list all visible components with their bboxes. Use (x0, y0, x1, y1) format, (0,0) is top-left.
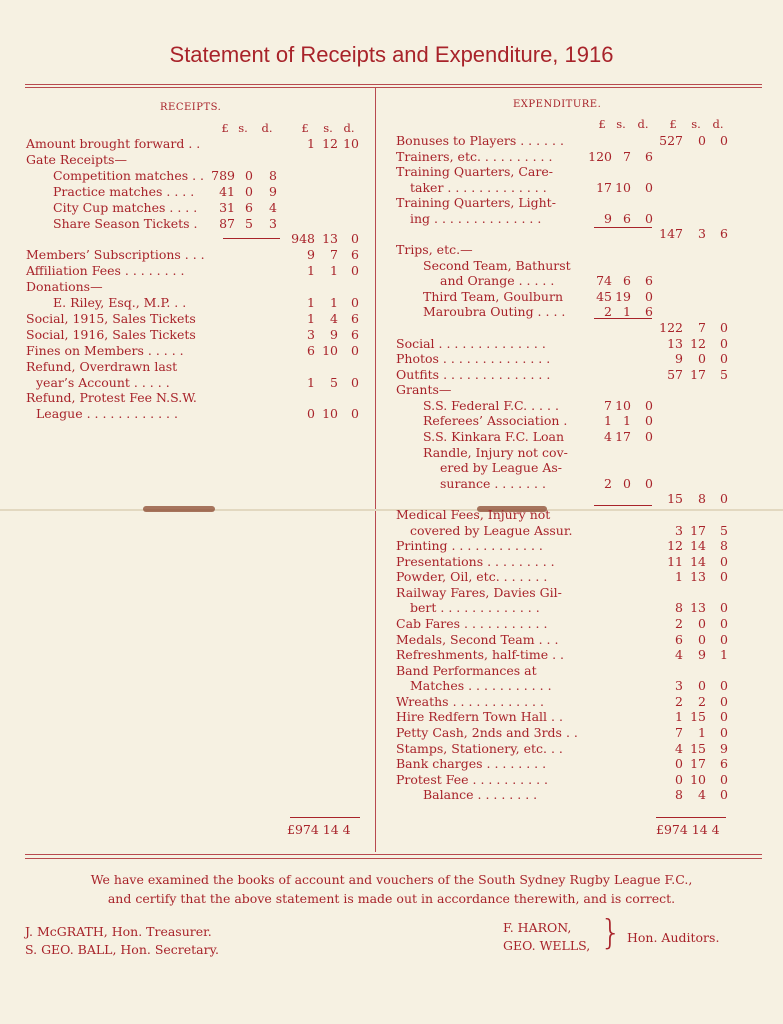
sub-amount: 87 (219, 215, 235, 231)
sub-amount: 6 (245, 199, 253, 215)
line-item-label: Trips, etc.— (396, 242, 473, 258)
auditor-1: F. HARON, (503, 920, 572, 935)
amount: 0 (720, 335, 728, 351)
sub-amount: 7 (623, 148, 631, 164)
amount: 1 (307, 263, 315, 279)
currency-header: d. (343, 121, 355, 135)
subtotal-rule (223, 238, 280, 239)
amount: 14 (690, 538, 706, 554)
auditors-title: Hon. Auditors. (627, 930, 720, 945)
amount: 1 (330, 263, 338, 279)
sub-amount: 17 (615, 429, 631, 445)
sub-amount: 0 (245, 167, 253, 183)
amount: 15 (667, 491, 683, 507)
amount: 3 (675, 522, 683, 538)
amount: 5 (330, 374, 338, 390)
secretary-signature: S. GEO. BALL, Hon. Secretary. (25, 942, 219, 957)
receipts-total: £974 14 4 (287, 822, 351, 837)
amount: 1 (307, 295, 315, 310)
amount: 15 (690, 709, 706, 725)
amount: 0 (675, 756, 683, 772)
line-item-label: Bank charges . . . . . . . . (396, 756, 547, 772)
bottom-rule-double (25, 858, 762, 859)
amount: 1 (675, 709, 683, 725)
amount: 6 (307, 342, 315, 358)
sub-amount: 1 (623, 413, 631, 429)
line-item-label: Grants— (396, 382, 452, 398)
amount: 948 (291, 231, 315, 247)
amount: 3 (307, 326, 315, 342)
amount: 2 (698, 693, 706, 709)
amount: 4 (675, 647, 683, 663)
amount: 57 (667, 366, 683, 382)
currency-header: s. (323, 121, 333, 135)
amount: 0 (720, 351, 728, 367)
line-item-label: Training Quarters, Care- (396, 164, 553, 180)
amount: 0 (720, 787, 728, 803)
line-item-label: Railway Fares, Davies Gil- (396, 584, 562, 600)
line-item-label: Stamps, Stationery, etc. . . (396, 740, 563, 756)
line-item-label: Hire Redfern Town Hall . . (396, 709, 563, 725)
line-item-label: surance . . . . . . . (440, 475, 546, 491)
expenditure-heading: EXPENDITURE. (513, 99, 602, 110)
amount: 10 (322, 342, 338, 358)
sub-amount: 9 (269, 183, 277, 199)
sub-amount: 6 (645, 304, 653, 320)
sub-amount: 6 (623, 273, 631, 289)
line-item-label: City Cup matches . . . . (53, 199, 198, 215)
sub-amount: 0 (645, 397, 653, 413)
amount: 7 (698, 319, 706, 335)
line-item-label: Social, 1915, Sales Tickets (26, 310, 196, 326)
amount: 6 (351, 247, 359, 263)
sub-amount: 5 (245, 215, 253, 231)
amount: 0 (351, 263, 359, 279)
line-item-label: Referees’ Association . (423, 413, 568, 429)
auditor-2: GEO. WELLS, (503, 938, 591, 953)
line-item-label: Randle, Injury not cov- (423, 444, 568, 460)
amount: 12 (322, 136, 338, 151)
receipts-total-rule (290, 817, 360, 818)
amount: 0 (698, 631, 706, 647)
sub-amount: 0 (245, 183, 253, 199)
line-item-label: Refund, Overdrawn last (26, 358, 178, 374)
line-item-label: Medals, Second Team . . . (396, 631, 559, 647)
receipts-heading: RECEIPTS. (160, 102, 222, 113)
certification-line-1: We have examined the books of account and vouchers of the South Sydney Rugby League F.C., (90, 872, 693, 887)
amount: 6 (351, 326, 359, 342)
line-item-label: Donations— (26, 279, 103, 295)
amount: 6 (675, 631, 683, 647)
line-item-label: covered by League Assur. (410, 522, 573, 538)
currency-header: s. (616, 117, 626, 131)
line-item-label: Trainers, etc. . . . . . . . . . (396, 148, 553, 164)
amount: 4 (675, 740, 683, 756)
sub-amount: 6 (645, 273, 653, 289)
amount: 9 (675, 351, 683, 367)
sub-amount: 10 (615, 397, 631, 413)
amount: 1 (307, 136, 315, 151)
amount: 13 (322, 231, 338, 247)
amount: 8 (720, 538, 728, 554)
top-rule (25, 84, 762, 85)
amount: 1 (330, 295, 338, 310)
amount: 10 (343, 136, 359, 151)
amount: 0 (720, 693, 728, 709)
sub-amount: 9 (604, 210, 612, 226)
amount: 7 (675, 725, 683, 741)
amount: 8 (675, 787, 683, 803)
line-item-label: S.S. Kinkara F.C. Loan (423, 429, 565, 445)
currency-header: d. (712, 117, 724, 131)
amount: 1 (307, 374, 315, 390)
amount: 9 (307, 247, 315, 263)
amount: 0 (698, 351, 706, 367)
amount: 14 (690, 553, 706, 569)
line-item-label: Social . . . . . . . . . . . . . . (396, 335, 546, 351)
amount: 5 (720, 522, 728, 538)
line-item-label: Powder, Oil, etc. . . . . . . (396, 569, 548, 585)
sub-amount: 17 (596, 179, 612, 195)
amount: 12 (690, 335, 706, 351)
line-item-label: Bonuses to Players . . . . . . (396, 133, 564, 148)
amount: 8 (675, 600, 683, 616)
line-item-label: Printing . . . . . . . . . . . . (396, 538, 543, 554)
sub-amount: 1 (604, 413, 612, 429)
sub-amount: 0 (645, 413, 653, 429)
amount: 0 (720, 319, 728, 335)
line-item-label: Petty Cash, 2nds and 3rds . . (396, 725, 578, 741)
amount: 0 (720, 491, 728, 507)
amount: 0 (351, 231, 359, 247)
subtotal-rule (594, 505, 652, 506)
amount: 4 (330, 310, 338, 326)
amount: 0 (720, 600, 728, 616)
sub-amount: 4 (269, 199, 277, 215)
sub-amount: 7 (604, 397, 612, 413)
amount: 1 (720, 647, 728, 663)
line-item-label: Protest Fee . . . . . . . . . . (396, 771, 548, 787)
amount: 147 (659, 226, 683, 242)
treasurer-signature: J. McGRATH, Hon. Treasurer. (25, 924, 212, 939)
amount: 5 (720, 366, 728, 382)
amount: 13 (690, 600, 706, 616)
sub-amount: 0 (623, 475, 631, 491)
amount: 0 (698, 615, 706, 631)
line-item-label: Medical Fees, Injury not (396, 506, 551, 522)
subtotal-rule (594, 318, 652, 319)
amount: 2 (675, 615, 683, 631)
page-title: Statement of Receipts and Expenditure, 1916 (169, 42, 614, 67)
line-item-label: Fines on Members . . . . . (26, 342, 184, 358)
amount: 0 (698, 678, 706, 694)
amount: 0 (698, 133, 706, 148)
line-item-label: Affiliation Fees . . . . . . . . (26, 263, 185, 279)
amount: 1 (307, 310, 315, 326)
paper-fold (0, 509, 783, 511)
certification-line-2: and certify that the above statement is made out in accordance therewith, and is correct. (107, 891, 676, 906)
amount: 9 (698, 647, 706, 663)
amount: 0 (675, 771, 683, 787)
sub-amount: 41 (219, 183, 235, 199)
amount: 3 (698, 226, 706, 242)
amount: 10 (322, 406, 338, 422)
sub-amount: 3 (269, 215, 277, 231)
amount: 0 (351, 406, 359, 422)
currency-header: s. (238, 121, 248, 135)
amount: 17 (690, 756, 706, 772)
line-item-label: E. Riley, Esq., M.P. . . (53, 295, 187, 310)
sub-amount: 6 (645, 148, 653, 164)
line-item-label: Presentations . . . . . . . . . (396, 553, 555, 569)
line-item-label: Second Team, Bathurst (423, 257, 571, 273)
line-item-label: Balance . . . . . . . . (423, 787, 538, 803)
amount: 0 (720, 709, 728, 725)
amount: 122 (659, 319, 683, 335)
amount: 0 (720, 678, 728, 694)
amount: 527 (659, 133, 683, 148)
sub-amount: 2 (604, 475, 612, 491)
line-item-label: Share Season Tickets . (53, 215, 198, 231)
line-item-label: League . . . . . . . . . . . . (36, 406, 178, 422)
sub-amount: 120 (588, 148, 612, 164)
sub-amount: 10 (615, 179, 631, 195)
expenditure-total-rule (656, 817, 726, 818)
amount: 6 (720, 756, 728, 772)
line-item-label: ered by League As- (440, 460, 563, 476)
amount: 0 (351, 342, 359, 358)
amount: 3 (675, 678, 683, 694)
amount: 15 (690, 740, 706, 756)
amount: 10 (690, 771, 706, 787)
amount: 7 (330, 247, 338, 263)
amount: 0 (720, 133, 728, 148)
amount: 0 (351, 295, 359, 310)
currency-header: £ (669, 117, 677, 131)
sub-amount: 789 (211, 167, 235, 183)
line-item-label: Refreshments, half-time . . (396, 647, 565, 663)
amount: 13 (690, 569, 706, 585)
expenditure-total: £974 14 4 (656, 822, 720, 837)
amount: 2 (675, 693, 683, 709)
sub-amount: 4 (604, 429, 612, 445)
line-item-label: Practice matches . . . . (53, 183, 195, 199)
line-item-label: Members’ Subscriptions . . . (26, 247, 205, 263)
line-item-label: Band Performances at (396, 662, 537, 678)
line-item-label: taker . . . . . . . . . . . . . (410, 179, 547, 195)
sub-amount: 0 (645, 429, 653, 445)
sub-amount: 1 (623, 304, 631, 320)
amount: 0 (307, 406, 315, 422)
amount: 0 (351, 374, 359, 390)
line-item-label: ing . . . . . . . . . . . . . . (410, 210, 542, 226)
amount: 4 (698, 787, 706, 803)
sub-amount: 0 (645, 288, 653, 304)
line-item-label: Competition matches . . (53, 167, 205, 183)
currency-header: £ (221, 121, 229, 135)
sub-amount: 6 (623, 210, 631, 226)
column-divider (375, 88, 376, 852)
amount: 17 (690, 366, 706, 382)
amount: 0 (720, 615, 728, 631)
auditor-brace: } (600, 913, 622, 953)
currency-header: £ (301, 121, 309, 135)
bottom-rule (25, 854, 762, 855)
sub-amount: 2 (604, 304, 612, 320)
sub-amount: 45 (596, 288, 612, 304)
line-item-label: Social, 1916, Sales Tickets (26, 326, 196, 342)
line-item-label: Refund, Protest Fee N.S.W. (26, 390, 197, 406)
amount: 0 (720, 771, 728, 787)
line-item-label: Maroubra Outing . . . . (423, 304, 566, 320)
amount: 8 (698, 491, 706, 507)
sub-amount: 0 (645, 179, 653, 195)
amount: 0 (720, 631, 728, 647)
amount: 11 (667, 553, 683, 569)
line-item-label: year’s Account . . . . . (36, 374, 170, 390)
line-item-label: Training Quarters, Light- (396, 195, 556, 211)
line-item-label: bert . . . . . . . . . . . . . (410, 600, 540, 616)
amount: 9 (720, 740, 728, 756)
top-rule-double (25, 87, 762, 88)
line-item-label: Wreaths . . . . . . . . . . . . (396, 693, 544, 709)
line-item-label: Outfits . . . . . . . . . . . . . . (396, 366, 551, 382)
subtotal-rule (594, 227, 652, 228)
sub-amount: 8 (269, 167, 277, 183)
amount: 13 (667, 335, 683, 351)
amount: 6 (720, 226, 728, 242)
sub-amount: 0 (645, 210, 653, 226)
line-item-label: Photos . . . . . . . . . . . . . . (396, 351, 551, 367)
amount: 17 (690, 522, 706, 538)
amount: 9 (330, 326, 338, 342)
amount: 0 (720, 553, 728, 569)
line-item-label: S.S. Federal F.C. . . . . (423, 397, 559, 413)
amount: 1 (675, 569, 683, 585)
amount: 0 (720, 725, 728, 741)
amount: 6 (351, 310, 359, 326)
line-item-label: and Orange . . . . . (440, 273, 555, 289)
sub-amount: 19 (615, 288, 631, 304)
amount: 0 (720, 569, 728, 585)
currency-header: d. (637, 117, 649, 131)
line-item-label: Amount brought forward . . (26, 136, 201, 151)
amount: 12 (667, 538, 683, 554)
line-item-label: Cab Fares . . . . . . . . . . . (396, 615, 548, 631)
sub-amount: 31 (219, 199, 235, 215)
amount: 1 (698, 725, 706, 741)
currency-header: d. (261, 121, 273, 135)
sub-amount: 0 (645, 475, 653, 491)
line-item-label: Third Team, Goulburn (423, 288, 563, 304)
line-item-label: Matches . . . . . . . . . . . (410, 678, 552, 694)
sub-amount: 74 (596, 273, 612, 289)
currency-header: s. (691, 117, 701, 131)
line-item-label: Gate Receipts— (26, 151, 127, 167)
currency-header: £ (598, 117, 606, 131)
fold-tear-left (143, 506, 215, 512)
